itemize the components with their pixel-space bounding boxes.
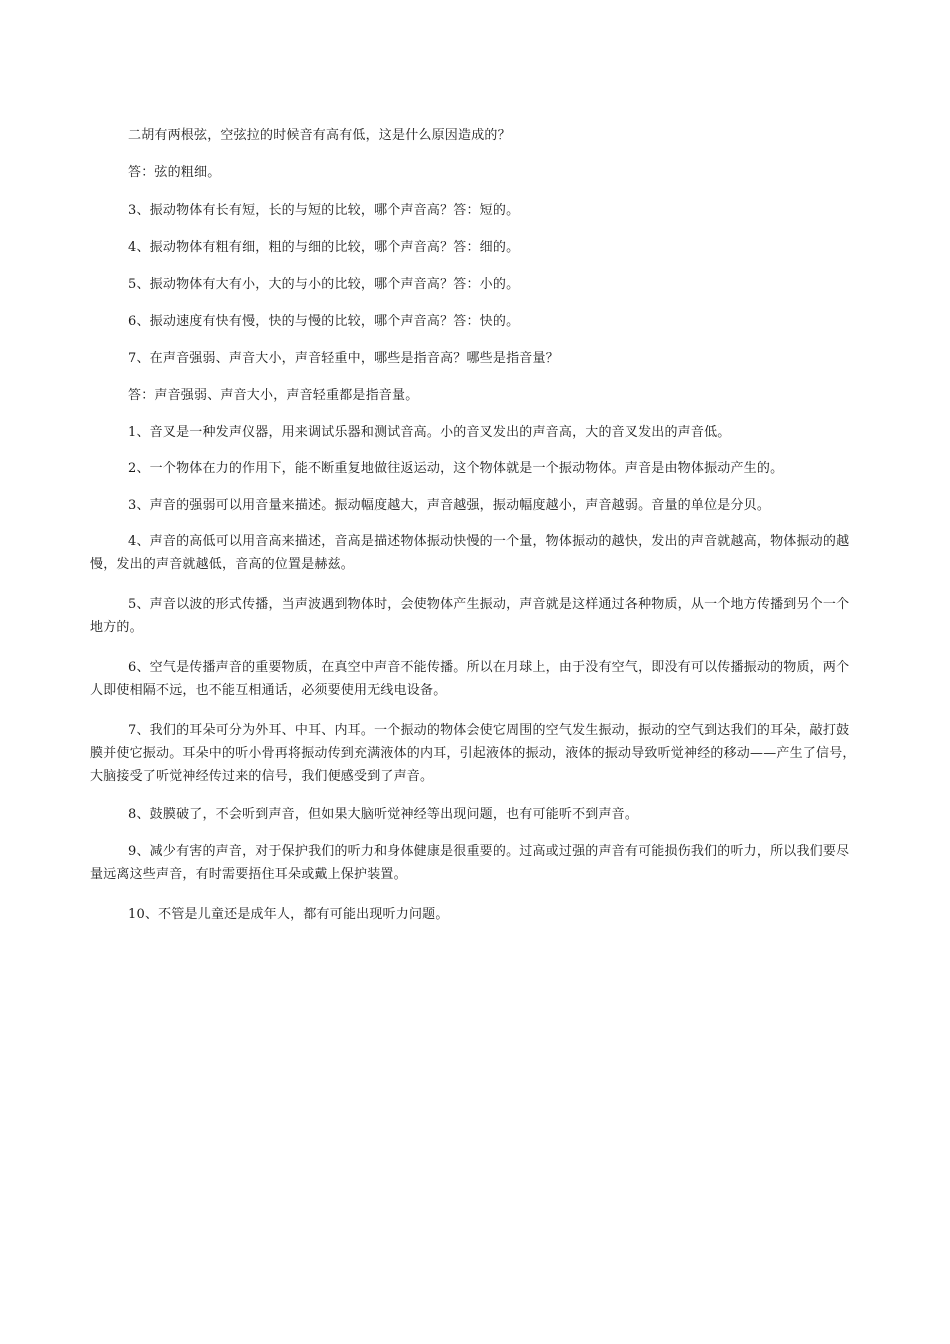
paragraph-point-2: 2、一个物体在力的作用下，能不断重复地做往返运动，这个物体就是一个振动物体。声音是由物体振动产生的。 xyxy=(128,461,784,476)
paragraph-q7-answer: 答：声音强弱、声音大小，声音轻重都是指音量。 xyxy=(128,388,419,403)
paragraph-point-5: 5、声音以波的形式传播，当声波遇到物体时，会使物体产生振动，声音就是这样通过各种物质，从一个地方传播到另个一个地方的。 xyxy=(90,597,850,635)
paragraph-point-10: 10、不管是儿童还是成年人，都有可能出现听力问题。 xyxy=(128,907,449,922)
paragraph-q3-length: 3、振动物体有长有短，长的与短的比较，哪个声音高？答：短的。 xyxy=(128,203,520,218)
paragraph-point-6: 6、空气是传播声音的重要物质，在真空中声音不能传播。所以在月球上，由于没有空气，即没有可以传播振动的物质，两个人即使相隔不远，也不能互相通话，必须要使用无线电设备。 xyxy=(90,660,850,698)
paragraph-point-4: 4、声音的高低可以用音高来描述，音高是描述物体振动快慢的一个量，物体振动的越快，发出的声音就越高，物体振动的越慢，发出的声音就越低，音高的位置是赫兹。 xyxy=(90,534,850,572)
paragraph-point-9: 9、减少有害的声音，对于保护我们的听力和身体健康是很重要的。过高或过强的声音有可能损伤我们的听力，所以我们要尽量远离这些声音，有时需要捂住耳朵或戴上保护装置。 xyxy=(90,844,850,882)
paragraph-point-3: 3、声音的强弱可以用音量来描述。振动幅度越大，声音越强，振动幅度越小，声音越弱。音量的单位是分贝。 xyxy=(128,498,771,513)
paragraph-erhu-question: 二胡有两根弦，空弦拉的时候音有高有低，这是什么原因造成的？ xyxy=(128,128,511,143)
paragraph-point-7: 7、我们的耳朵可分为外耳、中耳、内耳。一个振动的物体会使它周围的空气发生振动，振动的空气到达我们的耳朵，敲打鼓膜并使它振动。耳朵中的听小骨再将振动传到充满液体的内耳，引起液体的振动，液体的振动导致听觉神经的移动——产生了信号，大脑接受了听觉神经传过来的信号，我们便感受到了声音。 xyxy=(90,723,856,784)
paragraph-q6-speed: 6、振动速度有快有慢，快的与慢的比较，哪个声音高？答：快的。 xyxy=(128,314,520,329)
paragraph-erhu-answer: 答：弦的粗细。 xyxy=(128,165,221,180)
paragraph-point-1: 1、音叉是一种发声仪器，用来调试乐器和测试音高。小的音叉发出的声音高，大的音叉发出的声音低。 xyxy=(128,425,731,440)
paragraph-q7-volume: 7、在声音强弱、声音大小，声音轻重中，哪些是指音高？哪些是指音量？ xyxy=(128,351,559,366)
paragraph-q5-size: 5、振动物体有大有小，大的与小的比较，哪个声音高？答：小的。 xyxy=(128,277,520,292)
paragraph-point-8: 8、鼓膜破了，不会听到声音，但如果大脑听觉神经等出现问题，也有可能听不到声音。 xyxy=(128,807,639,822)
paragraph-q4-thickness: 4、振动物体有粗有细，粗的与细的比较，哪个声音高？答：细的。 xyxy=(128,240,520,255)
